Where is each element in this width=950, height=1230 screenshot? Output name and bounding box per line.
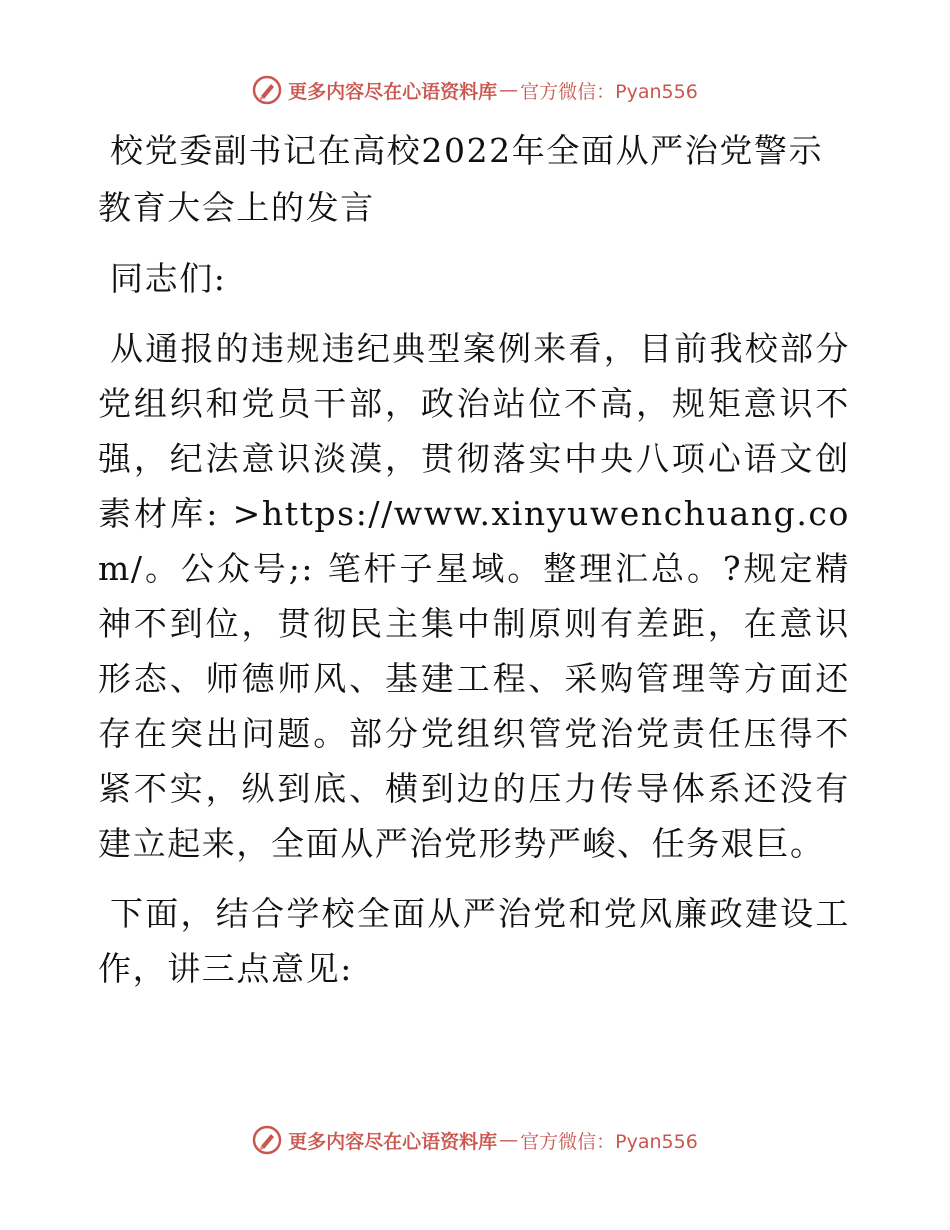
watermark-contact: 官方微信：Pyan556 xyxy=(520,1130,698,1153)
pen-logo-icon xyxy=(252,75,282,105)
document-body xyxy=(98,122,850,1011)
watermark-separator: — xyxy=(499,1129,519,1151)
paragraph-1: 从通报的违规违纪典型案例来看，目前我校部分党组织和党员干部，政治站位不高，规矩意识不强，纪法意识淡漠，贯彻落实中央八项心语文创素材库: >https://www.xinyuwenchuang.com/。公众号;: 笔杆子星域。整理汇总。?规定精神不到位，贯彻民主集中制原则有差距，在意识形态、师德师风、基建工程、采购管理等方面还存在突出问题。部分党组织管党治党责任压得不紧不实，纵到底、横到边的压力传导体系还没有建立起来，全面从严治党形势严峻、任务艰巨。 xyxy=(98,329,850,863)
watermark-contact: 官方微信：Pyan556 xyxy=(520,80,698,103)
pen-logo-icon xyxy=(252,1125,282,1155)
watermark-separator: — xyxy=(499,79,519,101)
watermark-text: 更多内容尽在心语资料库 xyxy=(288,1130,498,1153)
footer-watermark xyxy=(0,1120,950,1160)
watermark-text: 更多内容尽在心语资料库 xyxy=(288,80,498,103)
header-watermark xyxy=(0,70,950,110)
document-title: 校党委副书记在高校2022年全面从严治党警示教育大会上的发言 xyxy=(98,131,824,227)
greeting: 同志们: xyxy=(110,259,227,298)
paragraph-2: 下面，结合学校全面从严治党和党风廉政建设工作，讲三点意见: xyxy=(98,894,850,988)
